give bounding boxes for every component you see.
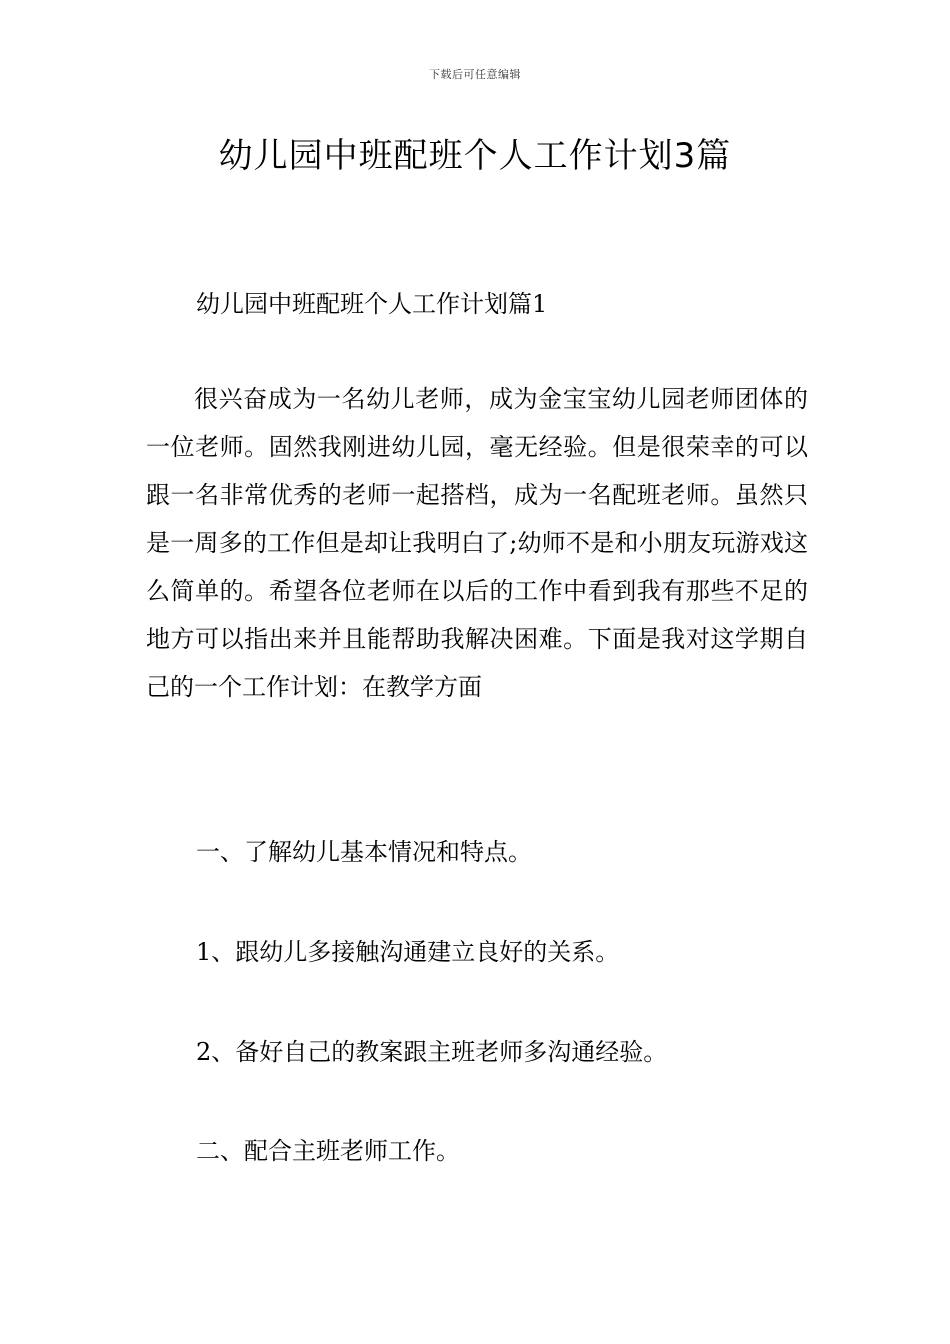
list-item: 二、配合主班老师工作。 [196,1137,460,1165]
list-item: 一、了解幼儿基本情况和特点。 [196,838,532,866]
section-heading: 幼儿园中班配班个人工作计划篇1 [196,290,548,318]
list-item: 1、跟幼儿多接触沟通建立良好的关系。 [196,938,620,966]
body-paragraph: 很兴奋成为一名幼儿老师，成为金宝宝幼儿园老师团体的一位老师。固然我刚进幼儿园，毫无经验。但是很荣幸的可以跟一名非常优秀的老师一起搭档，成为一名配班老师。虽然只是一周多的工作但是却让我明白了;幼师不是和小朋友玩游戏这么简单的。希望各位老师在以后的工作中看到我有那些不足的地方可以指出来并且能帮助我解决困难。下面是我对这学期自己的一个工作计划：在教学方面 [146,385,808,701]
header-note: 下载后可任意编辑 [429,68,521,81]
list-item: 2、备好自己的教案跟主班老师多沟通经验。 [196,1038,668,1066]
document-title: 幼儿园中班配班个人工作计划3篇 [218,136,732,176]
